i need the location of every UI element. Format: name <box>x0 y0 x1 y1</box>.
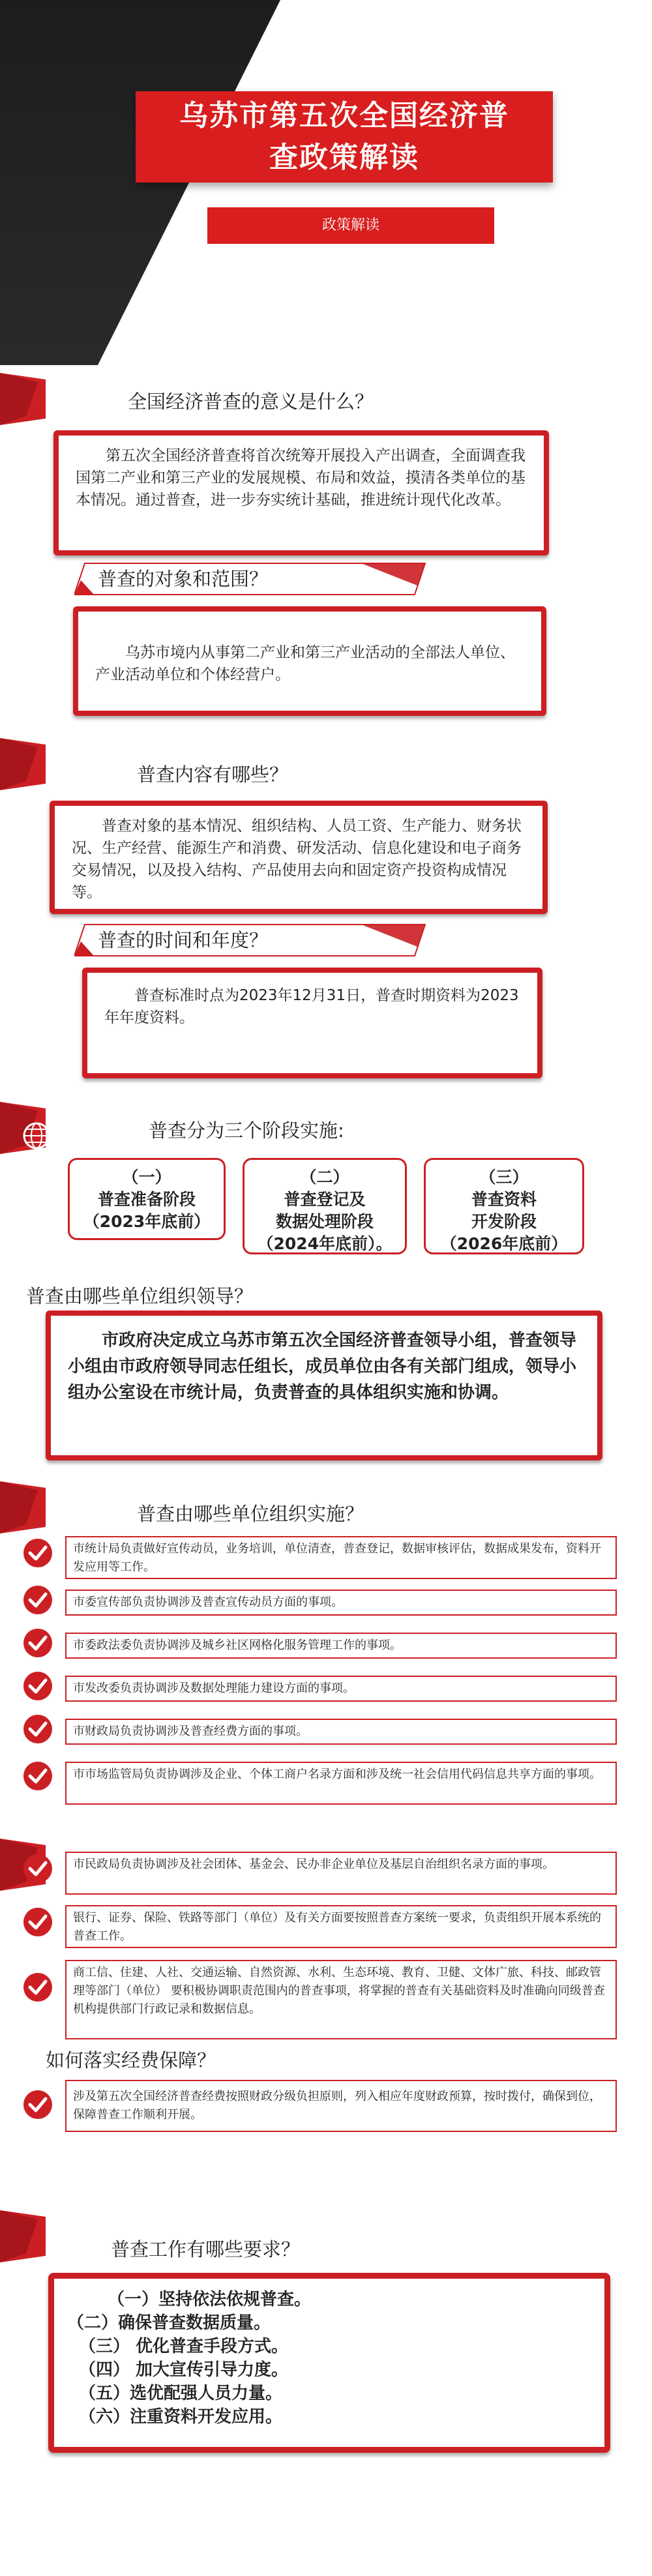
header-banner <box>0 0 652 365</box>
list-item: 市财政局负责协调涉及普查经费方面的事项。 <box>65 1719 617 1745</box>
list-item: 市委政法委负责协调涉及城乡社区网格化服务管理工作的事项。 <box>65 1633 617 1659</box>
check-icon <box>22 1584 53 1616</box>
section-body-significance: 第五次全国经济普查将首次统筹开展投入产出调查，全面调查我国第二产业和第三产业的发展规模、布局和效益，摸清各类单位的基本情况。通过普查，进一步夯实统计基础，推进统计现代化改革。 <box>53 430 549 555</box>
section-title-stages: 普查分为三个阶段实施: <box>149 1119 344 1142</box>
requirement-line: （三） 优化普查手段方式。 <box>79 2337 289 2356</box>
list-item: 市市场监管局负责协调涉及企业、个体工商户名录方面和涉及统一社会信用代码信息共享方面的事项。 <box>65 1762 617 1805</box>
check-icon <box>22 1537 53 1569</box>
list-item: 市发改委负责协调涉及数据处理能力建设方面的事项。 <box>65 1676 617 1702</box>
check-icon <box>22 1760 53 1792</box>
list-item: 涉及第五次全国经济普查经费按照财政分级负担原则，列入相应年度财政预算，按时拨付，确保到位，保障普查工作顺利开展。 <box>65 2080 617 2132</box>
check-icon <box>22 2089 53 2120</box>
page-title: 乌苏市第五次全国经济普 查政策解读 <box>179 99 509 174</box>
section-marker-icon <box>0 1481 46 1533</box>
section-marker-icon <box>0 2210 46 2262</box>
section-body-leadership: 市政府决定成立乌苏市第五次全国经济普查领导小组，普查领导小组由市政府领导同志任组长，成员单位由各有关部门组成，领导小组办公室设在市统计局，负责普查的具体组织实施和协调。 <box>46 1310 602 1460</box>
section-title-significance: 全国经济普查的意义是什么？ <box>128 391 374 413</box>
header-background <box>0 0 652 365</box>
section-title-leadership: 普查由哪些单位组织领导？ <box>26 1285 254 1307</box>
requirement-line: （二）确保普查数据质量。 <box>67 2313 271 2333</box>
section-title-scope: 普查的对象和范围？ <box>98 568 269 590</box>
stage-card-3: （三） 普查资料 开发阶段 （2026年底前） <box>424 1158 584 1254</box>
requirement-line: （五）选优配强人员力量。 <box>79 2384 283 2403</box>
stage-card-2: （二） 普查登记及 数据处理阶段 （2024年底前）。 <box>243 1158 407 1254</box>
list-item: 市委宣传部负责协调涉及普查宣传动员方面的事项。 <box>65 1590 617 1616</box>
list-item: 银行、证券、保险、铁路等部门（单位）及有关方面要按照普查方案统一要求，负责组织开展本系统的普查工作。 <box>65 1905 617 1948</box>
check-icon <box>22 1627 53 1659</box>
requirement-line: （六）注重资料开发应用。 <box>79 2407 283 2427</box>
list-item: 商工信、住建、人社、交通运输、自然资源、水利、生态环境、教育、卫健、文体广旅、科技、邮政管理等部门（单位） 要积极协调职责范围内的普查事项，将掌握的普查有关基础资料及时准确向同级普查机构提供部门行政记录和数据信息。 <box>65 1960 617 2039</box>
section-body-time: 普查标准时点为2023年12月31日，普查时期资料为2023年年度资料。 <box>82 968 542 1078</box>
section-body-content: 普查对象的基本情况、组织结构、人员工资、生产能力、财务状况、生产经营、能源生产和消费、研发活动、信息化建设和电子商务交易情况，以及投入结构、产品使用去向和固定资产投资构成情况等。 <box>50 801 548 914</box>
section-marker-icon <box>0 738 46 790</box>
section-title-implementation: 普查由哪些单位组织实施？ <box>137 1503 364 1525</box>
requirement-line: （一）坚持依法依规普查。 <box>108 2290 312 2309</box>
requirement-line: （四） 加大宣传引导力度。 <box>79 2360 289 2380</box>
check-icon <box>22 1906 53 1938</box>
section-title-content: 普查内容有哪些？ <box>137 763 289 786</box>
check-icon <box>22 1853 53 1884</box>
list-item: 市统计局负责做好宣传动员，业务培训，单位清查，普查登记，数据审核评估，数据成果发布，资料开发应用等工作。 <box>65 1536 617 1579</box>
check-icon <box>22 1670 53 1702</box>
section-title-requirements: 普查工作有哪些要求？ <box>111 2238 301 2260</box>
check-icon <box>22 1972 53 2003</box>
page-subtitle: 政策解读 <box>321 217 379 233</box>
section-title-time: 普查的时间和年度？ <box>98 929 269 951</box>
section-body-scope: 乌苏市境内从事第二产业和第三产业活动的全部法人单位、产业活动单位和个体经营户。 <box>73 606 546 716</box>
section-title-funding: 如何落实经费保障？ <box>46 2049 216 2071</box>
list-item: 市民政局负责协调涉及社会团体、基金会、民办非企业单位及基层自治组织名录方面的事项。 <box>65 1852 617 1895</box>
section-marker-icon <box>0 373 46 425</box>
check-icon <box>22 1713 53 1745</box>
globe-icon <box>22 1121 51 1150</box>
stage-card-1: （一） 普查准备阶段 （2023年底前） <box>68 1158 226 1240</box>
requirements-box <box>48 2273 610 2453</box>
